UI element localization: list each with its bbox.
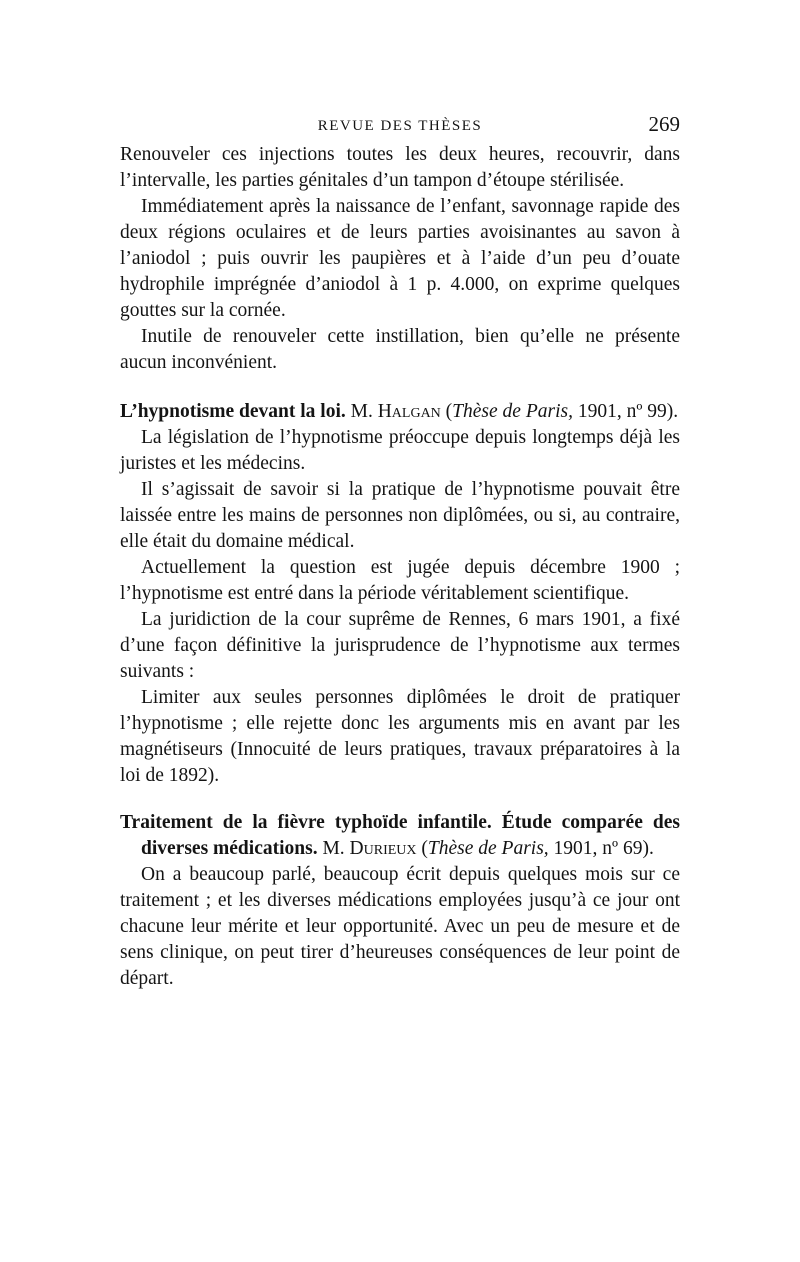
author-name: Durieux <box>349 838 417 859</box>
author-prefix: M. <box>345 401 378 422</box>
paragraph: La législation de l’hypnotisme préoccupe depuis longtemps déjà les juristes et les médecins. <box>120 427 680 474</box>
page-number: 269 <box>648 112 680 136</box>
section-title: Traitement de la fièvre typhoïde infantile. Étude comparée des diverses médications. <box>120 812 680 859</box>
section-hypnotisme <box>120 399 680 789</box>
document-page <box>120 112 680 992</box>
running-header <box>120 112 680 142</box>
thesis-reference: Thèse de Paris, <box>452 401 573 422</box>
paragraph: Actuellement la question est jugée depuis décembre 1900 ; l’hypnotisme est entré dans la période véritablement scientifique. <box>120 557 680 604</box>
paragraph: Renouveler ces injections toutes les deux heures, recouvrir, dans l’intervalle, les parties génitales d’un tampon d’étoupe stérilisée. <box>120 144 680 191</box>
paragraph: Limiter aux seules personnes diplômées le droit de pratiquer l’hypnotisme ; elle rejette donc les arguments mis en avant par les magnétiseurs (Innocuité de leurs pratiques, travaux préparatoires à la loi de 1892). <box>120 687 680 786</box>
thesis-reference: Thèse de Paris, <box>427 838 549 859</box>
reference-open: ( <box>416 838 428 859</box>
paragraph: Immédiatement après la naissance de l’enfant, savonnage rapide des deux régions oculaires et de leurs parties avoisinantes au savon à l’aniodol ; puis ouvrir les paupières et à l’aide d’un peu d’ouate hydrophile imprégnée d’aniodol à 1 p. 4.000, on exprime quelques gouttes sur la cornée. <box>120 196 680 321</box>
section-heading <box>120 810 680 862</box>
paragraph: La juridiction de la cour suprême de Rennes, 6 mars 1901, a fixé d’une façon définitive la jurisprudence de l’hypnotisme aux termes suivants : <box>120 609 680 682</box>
author-name: Halgan <box>377 401 441 422</box>
reference-details: 1901, nº 99). <box>572 401 679 422</box>
running-title: REVUE DES THÈSES <box>317 118 483 134</box>
section-heading <box>120 399 680 425</box>
paragraph: Inutile de renouveler cette instillation, bien qu’elle ne présente aucun inconvénient. <box>120 326 680 373</box>
paragraph: On a beaucoup parlé, beaucoup écrit depuis quelques mois sur ce traitement ; et les diverses médications employées jusqu’à ce jour ont chacune leur mérite et leur opportunité. Avec un peu de mesure et de sens clinique, on peut tirer d’heureuses conséquences de leur point de départ. <box>120 864 680 989</box>
reference-details: 1901, nº 69). <box>548 838 654 859</box>
section-typhoide <box>120 810 680 992</box>
paragraph: Il s’agissait de savoir si la pratique de l’hypnotisme pouvait être laissée entre les mains de personnes non diplômées, ou si, au contraire, elle était du domaine médical. <box>120 479 680 552</box>
author-prefix: M. <box>317 838 350 859</box>
section-title: L’hypnotisme devant la loi. <box>120 401 346 422</box>
reference-open: ( <box>440 401 453 422</box>
